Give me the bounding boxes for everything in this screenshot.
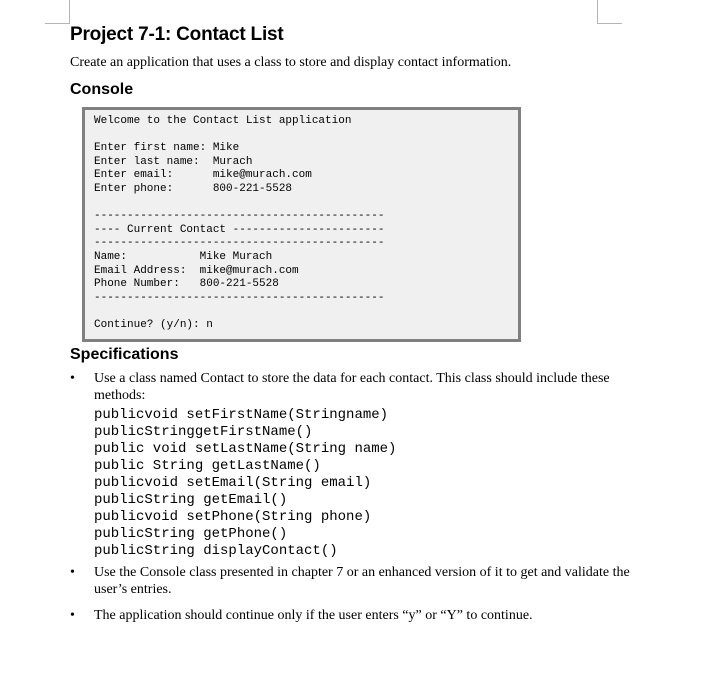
console-line	[94, 129, 518, 143]
console-line: Phone Number: 800-221-5528	[94, 278, 279, 291]
console-line: Continue? (y/n): n	[94, 318, 213, 331]
method-signature: publicString getEmail()	[94, 492, 288, 508]
specifications-heading: Specifications	[70, 346, 179, 363]
console-output	[82, 107, 521, 342]
method-signature: publicString displayContact()	[94, 543, 338, 559]
console-line	[94, 305, 518, 319]
method-signature: publicString getPhone()	[94, 526, 288, 542]
console-line: --------------------------------------------	[94, 237, 385, 250]
method-signature: public void setLastName(String name)	[94, 441, 397, 457]
spec-item	[70, 564, 630, 598]
page-title: Project 7-1: Contact List	[70, 24, 284, 45]
bullet-icon: •	[70, 371, 75, 386]
spec-item	[70, 607, 630, 624]
console-line: Welcome to the Contact List application	[94, 115, 352, 127]
console-line: Email Address: mike@murach.com	[94, 264, 299, 277]
bullet-icon: •	[70, 565, 75, 580]
method-signature: publicvoid setFirstName(Stringname)	[94, 407, 389, 423]
method-signature: publicvoid setEmail(String email)	[94, 475, 372, 491]
console-line: Enter last name: Murach	[94, 155, 253, 168]
bullet-icon: •	[70, 608, 75, 623]
spec-text: Use the Console class presented in chapter 7 or an enhanced version of it to get and validate the user’s entries.	[94, 565, 630, 597]
method-signature: public String getLastName()	[94, 458, 321, 474]
console-line: --------------------------------------------	[94, 210, 385, 223]
console-line: Enter phone: 800-221-5528	[94, 182, 293, 195]
specifications-list	[70, 370, 630, 624]
console-line: Enter first name: Mike	[94, 142, 240, 155]
spec-text: The application should continue only if the user enters “y” or “Y” to continue.	[94, 608, 533, 623]
page-corner-mark	[45, 23, 70, 24]
spec-text: Use a class named Contact to store the data for each contact. This class should include these methods:	[94, 371, 610, 403]
console-line: ---- Current Contact -----------------------	[94, 223, 385, 236]
page-corner-mark	[597, 23, 622, 24]
intro-paragraph: Create an application that uses a class to store and display contact information.	[70, 55, 512, 70]
method-list	[94, 407, 630, 560]
console-line: Enter email: mike@murach.com	[94, 169, 312, 182]
page-corner-mark	[597, 0, 598, 24]
page-corner-mark	[69, 0, 70, 24]
console-heading: Console	[70, 81, 134, 98]
method-signature: publicvoid setPhone(String phone)	[94, 509, 372, 525]
method-signature: publicStringgetFirstName()	[94, 424, 313, 440]
console-line: Name: Mike Murach	[94, 250, 273, 263]
console-line	[94, 197, 518, 211]
spec-item	[70, 370, 630, 560]
console-line: --------------------------------------------	[94, 291, 385, 304]
